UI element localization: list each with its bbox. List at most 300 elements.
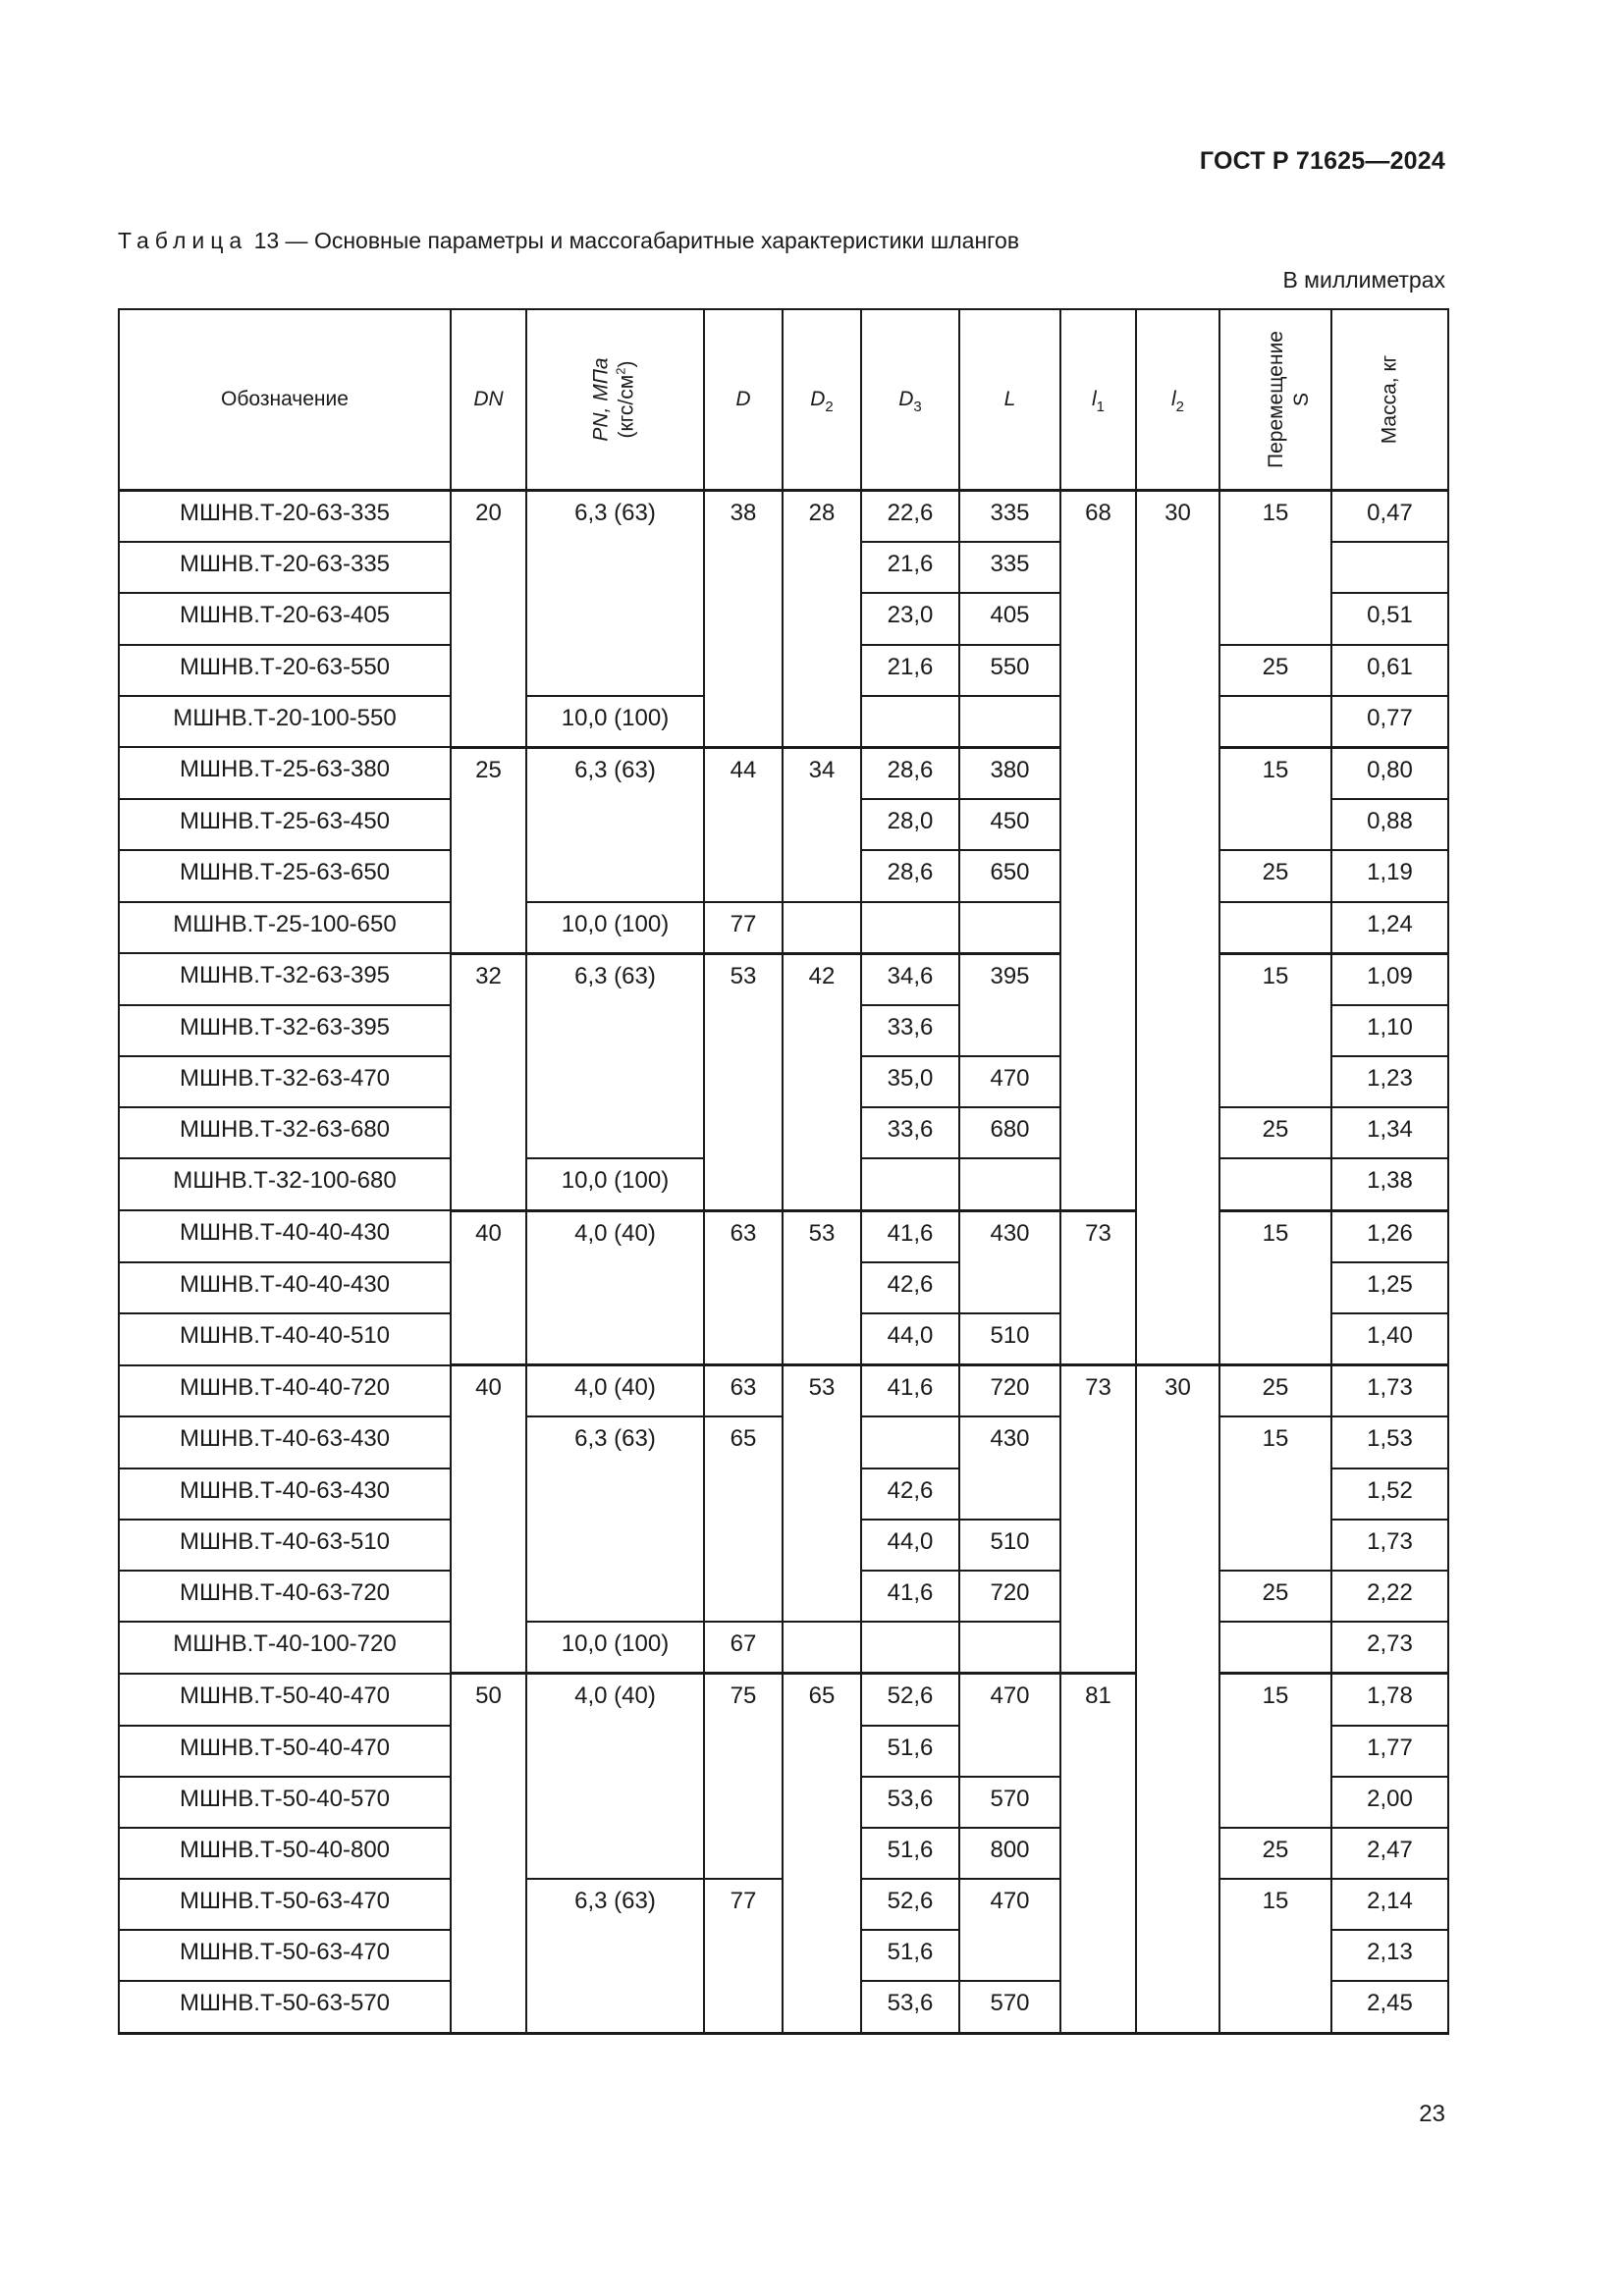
- cell-designation: МШНВ.Т-50-40-570: [119, 1777, 451, 1828]
- table-row: [119, 1520, 1448, 1571]
- cell-pn: 6,3 (63): [526, 1879, 704, 1930]
- cell-displacement: 15: [1219, 1879, 1331, 1930]
- cell-d: [704, 1468, 783, 1520]
- cell-displacement: [1219, 1726, 1331, 1777]
- cell-d: 44: [704, 747, 783, 799]
- cell-designation: МШНВ.Т-50-40-470: [119, 1726, 451, 1777]
- cell-l1: [1060, 1828, 1136, 1879]
- cell-l: 680: [959, 1107, 1060, 1158]
- header-d: D: [704, 309, 783, 491]
- cell-l1: [1060, 1879, 1136, 1930]
- cell-d2: [783, 1828, 861, 1879]
- cell-d3: 21,6: [861, 645, 959, 696]
- cell-l: 570: [959, 1777, 1060, 1828]
- cell-d: [704, 696, 783, 748]
- cell-l2: 30: [1136, 1365, 1219, 1417]
- cell-d2: [783, 1930, 861, 1981]
- cell-d3: 51,6: [861, 1726, 959, 1777]
- cell-l: 380: [959, 747, 1060, 799]
- cell-pn: [526, 542, 704, 593]
- cell-l1: [1060, 1726, 1136, 1777]
- cell-designation: МШНВ.Т-20-100-550: [119, 696, 451, 748]
- cell-d: 77: [704, 1879, 783, 1930]
- cell-dn: [451, 1828, 526, 1879]
- cell-d3: 35,0: [861, 1056, 959, 1107]
- table-row: [119, 1313, 1448, 1365]
- cell-mass: 1,09: [1331, 953, 1448, 1005]
- cell-l: 430: [959, 1416, 1060, 1468]
- table-row: [119, 1210, 1448, 1262]
- table-row: [119, 645, 1448, 696]
- cell-d3: 34,6: [861, 953, 959, 1005]
- cell-d: [704, 1828, 783, 1879]
- cell-mass: 0,80: [1331, 747, 1448, 799]
- cell-l: 470: [959, 1879, 1060, 1930]
- page-number: 23: [1419, 2101, 1445, 2127]
- cell-displacement: [1219, 799, 1331, 850]
- cell-pn: 10,0 (100): [526, 1158, 704, 1210]
- document-standard-number: ГОСТ Р 71625—2024: [1199, 147, 1445, 175]
- cell-dn: [451, 1726, 526, 1777]
- cell-pn: [526, 1056, 704, 1107]
- cell-d: [704, 1726, 783, 1777]
- cell-designation: МШНВ.Т-25-63-650: [119, 850, 451, 901]
- cell-designation: МШНВ.Т-20-63-335: [119, 491, 451, 543]
- cell-pn: [526, 799, 704, 850]
- cell-d2: [783, 1262, 861, 1313]
- cell-dn: [451, 1262, 526, 1313]
- cell-l: 650: [959, 850, 1060, 901]
- cell-l1: [1060, 1005, 1136, 1056]
- cell-mass: 1,23: [1331, 1056, 1448, 1107]
- cell-d: [704, 1107, 783, 1158]
- cell-dn: [451, 799, 526, 850]
- cell-dn: [451, 1158, 526, 1210]
- cell-d: 63: [704, 1365, 783, 1417]
- cell-designation: МШНВ.Т-50-63-470: [119, 1879, 451, 1930]
- cell-d: [704, 593, 783, 644]
- cell-d3: [861, 1416, 959, 1468]
- cell-d3: 21,6: [861, 542, 959, 593]
- table-caption-text: 13 — Основные параметры и массогабаритные характеристики шлангов: [253, 228, 1020, 253]
- cell-dn: [451, 1930, 526, 1981]
- table-row: [119, 1726, 1448, 1777]
- cell-d: [704, 1571, 783, 1622]
- header-l1: $l_1$: [1060, 309, 1136, 491]
- cell-l1: [1060, 1416, 1136, 1468]
- cell-l1: 73: [1060, 1210, 1136, 1262]
- cell-d2: [783, 799, 861, 850]
- cell-d2: [783, 1005, 861, 1056]
- cell-displacement: [1219, 542, 1331, 593]
- header-mass-rotated: Масса, кг: [1378, 354, 1401, 445]
- cell-designation: МШНВ.Т-32-63-395: [119, 953, 451, 1005]
- cell-d2: 28: [783, 491, 861, 543]
- cell-displacement: [1219, 902, 1331, 954]
- cell-d: [704, 850, 783, 901]
- cell-designation: МШНВ.Т-40-63-510: [119, 1520, 451, 1571]
- cell-designation: МШНВ.Т-40-40-430: [119, 1210, 451, 1262]
- cell-d2: [783, 1313, 861, 1365]
- cell-d: 75: [704, 1674, 783, 1726]
- table-row: [119, 1005, 1448, 1056]
- header-mass: [1331, 309, 1448, 491]
- cell-designation: МШНВ.Т-50-40-470: [119, 1674, 451, 1726]
- cell-mass: 1,73: [1331, 1365, 1448, 1417]
- table-row: [119, 1365, 1448, 1417]
- cell-mass: 1,25: [1331, 1262, 1448, 1313]
- cell-d: [704, 1158, 783, 1210]
- cell-l: 405: [959, 593, 1060, 644]
- cell-l: 510: [959, 1520, 1060, 1571]
- cell-dn: 32: [451, 953, 526, 1005]
- cell-l2: [1136, 799, 1219, 850]
- cell-l: [959, 1468, 1060, 1520]
- cell-pn: [526, 1571, 704, 1622]
- cell-pn: [526, 1726, 704, 1777]
- cell-dn: [451, 850, 526, 901]
- cell-dn: [451, 1005, 526, 1056]
- cell-l2: [1136, 1571, 1219, 1622]
- cell-designation: МШНВ.Т-32-63-470: [119, 1056, 451, 1107]
- cell-pn: 4,0 (40): [526, 1365, 704, 1417]
- cell-d2: 53: [783, 1210, 861, 1262]
- cell-displacement: [1219, 1777, 1331, 1828]
- cell-d2: [783, 1107, 861, 1158]
- cell-d2: 42: [783, 953, 861, 1005]
- cell-displacement: [1219, 696, 1331, 748]
- cell-l1: [1060, 953, 1136, 1005]
- cell-l: 720: [959, 1365, 1060, 1417]
- cell-displacement: 25: [1219, 1571, 1331, 1622]
- cell-mass: 0,51: [1331, 593, 1448, 644]
- cell-displacement: [1219, 1520, 1331, 1571]
- cell-pn: 6,3 (63): [526, 491, 704, 543]
- cell-pn: [526, 1107, 704, 1158]
- cell-displacement: [1219, 1262, 1331, 1313]
- cell-designation: МШНВ.Т-25-63-380: [119, 747, 451, 799]
- cell-designation: МШНВ.Т-40-63-720: [119, 1571, 451, 1622]
- cell-l2: [1136, 1828, 1219, 1879]
- cell-l2: [1136, 696, 1219, 748]
- units-note: В миллиметрах: [1282, 267, 1445, 293]
- cell-displacement: [1219, 1981, 1331, 2033]
- cell-pn: [526, 1981, 704, 2033]
- cell-l2: [1136, 747, 1219, 799]
- header-d2: $D_2$: [783, 309, 861, 491]
- cell-d: 38: [704, 491, 783, 543]
- cell-designation: МШНВ.Т-20-63-405: [119, 593, 451, 644]
- header-displacement-rotated: Перемещение S: [1264, 331, 1313, 468]
- cell-d: [704, 1777, 783, 1828]
- cell-l2: [1136, 1726, 1219, 1777]
- cell-displacement: 15: [1219, 1416, 1331, 1468]
- cell-d2: 53: [783, 1365, 861, 1417]
- table-row: [119, 1416, 1448, 1468]
- table-row: [119, 1930, 1448, 1981]
- table-row: [119, 542, 1448, 593]
- header-pn: [526, 309, 704, 491]
- cell-l1: [1060, 645, 1136, 696]
- cell-l2: [1136, 1622, 1219, 1674]
- table-header-row: [119, 309, 1448, 491]
- cell-d: [704, 799, 783, 850]
- cell-displacement: 25: [1219, 1828, 1331, 1879]
- table-row: [119, 1777, 1448, 1828]
- cell-l1: [1060, 1056, 1136, 1107]
- cell-dn: [451, 593, 526, 644]
- cell-d2: 65: [783, 1674, 861, 1726]
- cell-dn: 25: [451, 747, 526, 799]
- header-displacement: [1219, 309, 1331, 491]
- cell-d3: 41,6: [861, 1571, 959, 1622]
- cell-displacement: [1219, 1930, 1331, 1981]
- cell-d3: 52,6: [861, 1674, 959, 1726]
- cell-mass: 0,77: [1331, 696, 1448, 748]
- table-row: [119, 1158, 1448, 1210]
- cell-l1: 73: [1060, 1365, 1136, 1417]
- cell-d2: [783, 593, 861, 644]
- cell-d3: 42,6: [861, 1262, 959, 1313]
- cell-pn: 10,0 (100): [526, 696, 704, 748]
- cell-designation: МШНВ.Т-40-100-720: [119, 1622, 451, 1674]
- cell-designation: МШНВ.Т-40-40-430: [119, 1262, 451, 1313]
- cell-d: [704, 1313, 783, 1365]
- cell-l1: [1060, 902, 1136, 954]
- cell-displacement: 15: [1219, 1210, 1331, 1262]
- cell-d2: [783, 1158, 861, 1210]
- cell-mass: 0,88: [1331, 799, 1448, 850]
- table-row: [119, 1981, 1448, 2033]
- cell-l1: [1060, 1262, 1136, 1313]
- cell-pn: [526, 645, 704, 696]
- cell-mass: 1,34: [1331, 1107, 1448, 1158]
- cell-d3: 53,6: [861, 1981, 959, 2033]
- cell-d3: 52,6: [861, 1879, 959, 1930]
- cell-mass: 2,13: [1331, 1930, 1448, 1981]
- cell-dn: 50: [451, 1674, 526, 1726]
- cell-dn: [451, 1622, 526, 1674]
- cell-l1: [1060, 1930, 1136, 1981]
- cell-d3: 53,6: [861, 1777, 959, 1828]
- cell-mass: 2,14: [1331, 1879, 1448, 1930]
- cell-l2: [1136, 593, 1219, 644]
- cell-l2: [1136, 1468, 1219, 1520]
- cell-l1: [1060, 542, 1136, 593]
- cell-l2: [1136, 1981, 1219, 2033]
- cell-displacement: [1219, 1158, 1331, 1210]
- header-l: L: [959, 309, 1060, 491]
- table-caption-word: Таблица: [118, 228, 248, 253]
- cell-l2: [1136, 1777, 1219, 1828]
- table-row: [119, 850, 1448, 901]
- cell-l: 450: [959, 799, 1060, 850]
- cell-designation: МШНВ.Т-40-40-720: [119, 1365, 451, 1417]
- cell-mass: 1,52: [1331, 1468, 1448, 1520]
- cell-designation: МШНВ.Т-40-40-510: [119, 1313, 451, 1365]
- cell-l: 800: [959, 1828, 1060, 1879]
- table-row: [119, 1828, 1448, 1879]
- cell-pn: [526, 850, 704, 901]
- cell-d3: [861, 902, 959, 954]
- cell-pn: 10,0 (100): [526, 1622, 704, 1674]
- table-row: [119, 1056, 1448, 1107]
- cell-displacement: 25: [1219, 850, 1331, 901]
- cell-d: [704, 542, 783, 593]
- cell-mass: 1,19: [1331, 850, 1448, 901]
- table-row: [119, 696, 1448, 748]
- cell-d2: [783, 645, 861, 696]
- cell-d2: [783, 1056, 861, 1107]
- cell-l: 430: [959, 1210, 1060, 1262]
- cell-l2: [1136, 1930, 1219, 1981]
- cell-displacement: [1219, 1622, 1331, 1674]
- cell-designation: МШНВ.Т-40-63-430: [119, 1416, 451, 1468]
- cell-l1: [1060, 1622, 1136, 1674]
- cell-displacement: 15: [1219, 747, 1331, 799]
- cell-d2: [783, 1520, 861, 1571]
- cell-designation: МШНВ.Т-32-100-680: [119, 1158, 451, 1210]
- cell-l2: [1136, 902, 1219, 954]
- table-row: [119, 491, 1448, 543]
- cell-mass: 1,40: [1331, 1313, 1448, 1365]
- cell-pn: [526, 1828, 704, 1879]
- cell-d3: 44,0: [861, 1313, 959, 1365]
- cell-d3: [861, 696, 959, 748]
- cell-l1: 81: [1060, 1674, 1136, 1726]
- cell-l2: [1136, 850, 1219, 901]
- cell-l1: [1060, 696, 1136, 748]
- hose-parameters-table: [118, 308, 1449, 2035]
- cell-l: [959, 1158, 1060, 1210]
- cell-mass: 1,78: [1331, 1674, 1448, 1726]
- cell-l1: [1060, 1571, 1136, 1622]
- cell-pn: 10,0 (100): [526, 902, 704, 954]
- cell-l: 335: [959, 491, 1060, 543]
- cell-l2: 30: [1136, 491, 1219, 543]
- cell-displacement: 25: [1219, 1107, 1331, 1158]
- cell-displacement: [1219, 593, 1331, 644]
- cell-pn: [526, 1005, 704, 1056]
- cell-d: [704, 1262, 783, 1313]
- table-row: [119, 1879, 1448, 1930]
- cell-dn: [451, 1777, 526, 1828]
- cell-displacement: [1219, 1468, 1331, 1520]
- cell-dn: [451, 1520, 526, 1571]
- cell-d3: 41,6: [861, 1365, 959, 1417]
- cell-l: 720: [959, 1571, 1060, 1622]
- cell-d3: 23,0: [861, 593, 959, 644]
- table-body: [119, 491, 1448, 2034]
- cell-l1: [1060, 799, 1136, 850]
- cell-l2: [1136, 1158, 1219, 1210]
- cell-dn: [451, 1981, 526, 2033]
- cell-dn: 40: [451, 1210, 526, 1262]
- cell-l1: [1060, 1107, 1136, 1158]
- cell-d2: [783, 1981, 861, 2033]
- cell-d2: 34: [783, 747, 861, 799]
- cell-l2: [1136, 953, 1219, 1005]
- table-row: [119, 902, 1448, 954]
- cell-l: 395: [959, 953, 1060, 1005]
- cell-designation: МШНВ.Т-25-100-650: [119, 902, 451, 954]
- cell-l: 550: [959, 645, 1060, 696]
- cell-dn: 20: [451, 491, 526, 543]
- cell-l: 335: [959, 542, 1060, 593]
- cell-d3: 44,0: [861, 1520, 959, 1571]
- cell-d3: 28,6: [861, 747, 959, 799]
- cell-pn: 4,0 (40): [526, 1210, 704, 1262]
- cell-dn: [451, 1056, 526, 1107]
- cell-l2: [1136, 1674, 1219, 1726]
- cell-d2: [783, 542, 861, 593]
- header-l2: $l_2$: [1136, 309, 1219, 491]
- cell-l: 470: [959, 1674, 1060, 1726]
- cell-designation: МШНВ.Т-20-63-550: [119, 645, 451, 696]
- cell-d2: [783, 902, 861, 954]
- cell-d2: [783, 1468, 861, 1520]
- cell-dn: [451, 696, 526, 748]
- cell-l2: [1136, 1107, 1219, 1158]
- table-row: [119, 1674, 1448, 1726]
- cell-d: [704, 1056, 783, 1107]
- cell-pn: [526, 1262, 704, 1313]
- cell-mass: 2,22: [1331, 1571, 1448, 1622]
- cell-l1: [1060, 747, 1136, 799]
- cell-l2: [1136, 1520, 1219, 1571]
- header-dn: DN: [451, 309, 526, 491]
- cell-mass: 1,26: [1331, 1210, 1448, 1262]
- cell-d3: 28,0: [861, 799, 959, 850]
- cell-l: 470: [959, 1056, 1060, 1107]
- cell-l2: [1136, 1313, 1219, 1365]
- cell-mass: 0,47: [1331, 491, 1448, 543]
- cell-mass: 0,61: [1331, 645, 1448, 696]
- cell-pn: [526, 1520, 704, 1571]
- cell-l2: [1136, 542, 1219, 593]
- cell-designation: МШНВ.Т-32-63-395: [119, 1005, 451, 1056]
- cell-l2: [1136, 1056, 1219, 1107]
- cell-d3: 51,6: [861, 1930, 959, 1981]
- cell-d: [704, 1930, 783, 1981]
- cell-d2: [783, 1622, 861, 1674]
- cell-dn: [451, 1416, 526, 1468]
- cell-pn: 6,3 (63): [526, 1416, 704, 1468]
- cell-dn: [451, 1107, 526, 1158]
- cell-l2: [1136, 1210, 1219, 1262]
- cell-d3: 33,6: [861, 1107, 959, 1158]
- table-row: [119, 799, 1448, 850]
- cell-l1: [1060, 850, 1136, 901]
- cell-designation: МШНВ.Т-50-40-800: [119, 1828, 451, 1879]
- cell-l1: [1060, 1468, 1136, 1520]
- cell-d: [704, 645, 783, 696]
- cell-d: [704, 1005, 783, 1056]
- cell-l: [959, 1930, 1060, 1981]
- cell-l1: [1060, 1777, 1136, 1828]
- cell-l: [959, 1262, 1060, 1313]
- cell-displacement: 25: [1219, 1365, 1331, 1417]
- cell-d3: 51,6: [861, 1828, 959, 1879]
- cell-d2: [783, 696, 861, 748]
- cell-l: [959, 1726, 1060, 1777]
- cell-l1: [1060, 1158, 1136, 1210]
- cell-mass: 1,53: [1331, 1416, 1448, 1468]
- cell-displacement: [1219, 1005, 1331, 1056]
- cell-l: 570: [959, 1981, 1060, 2033]
- cell-dn: [451, 542, 526, 593]
- header-designation: Обозначение: [119, 309, 451, 491]
